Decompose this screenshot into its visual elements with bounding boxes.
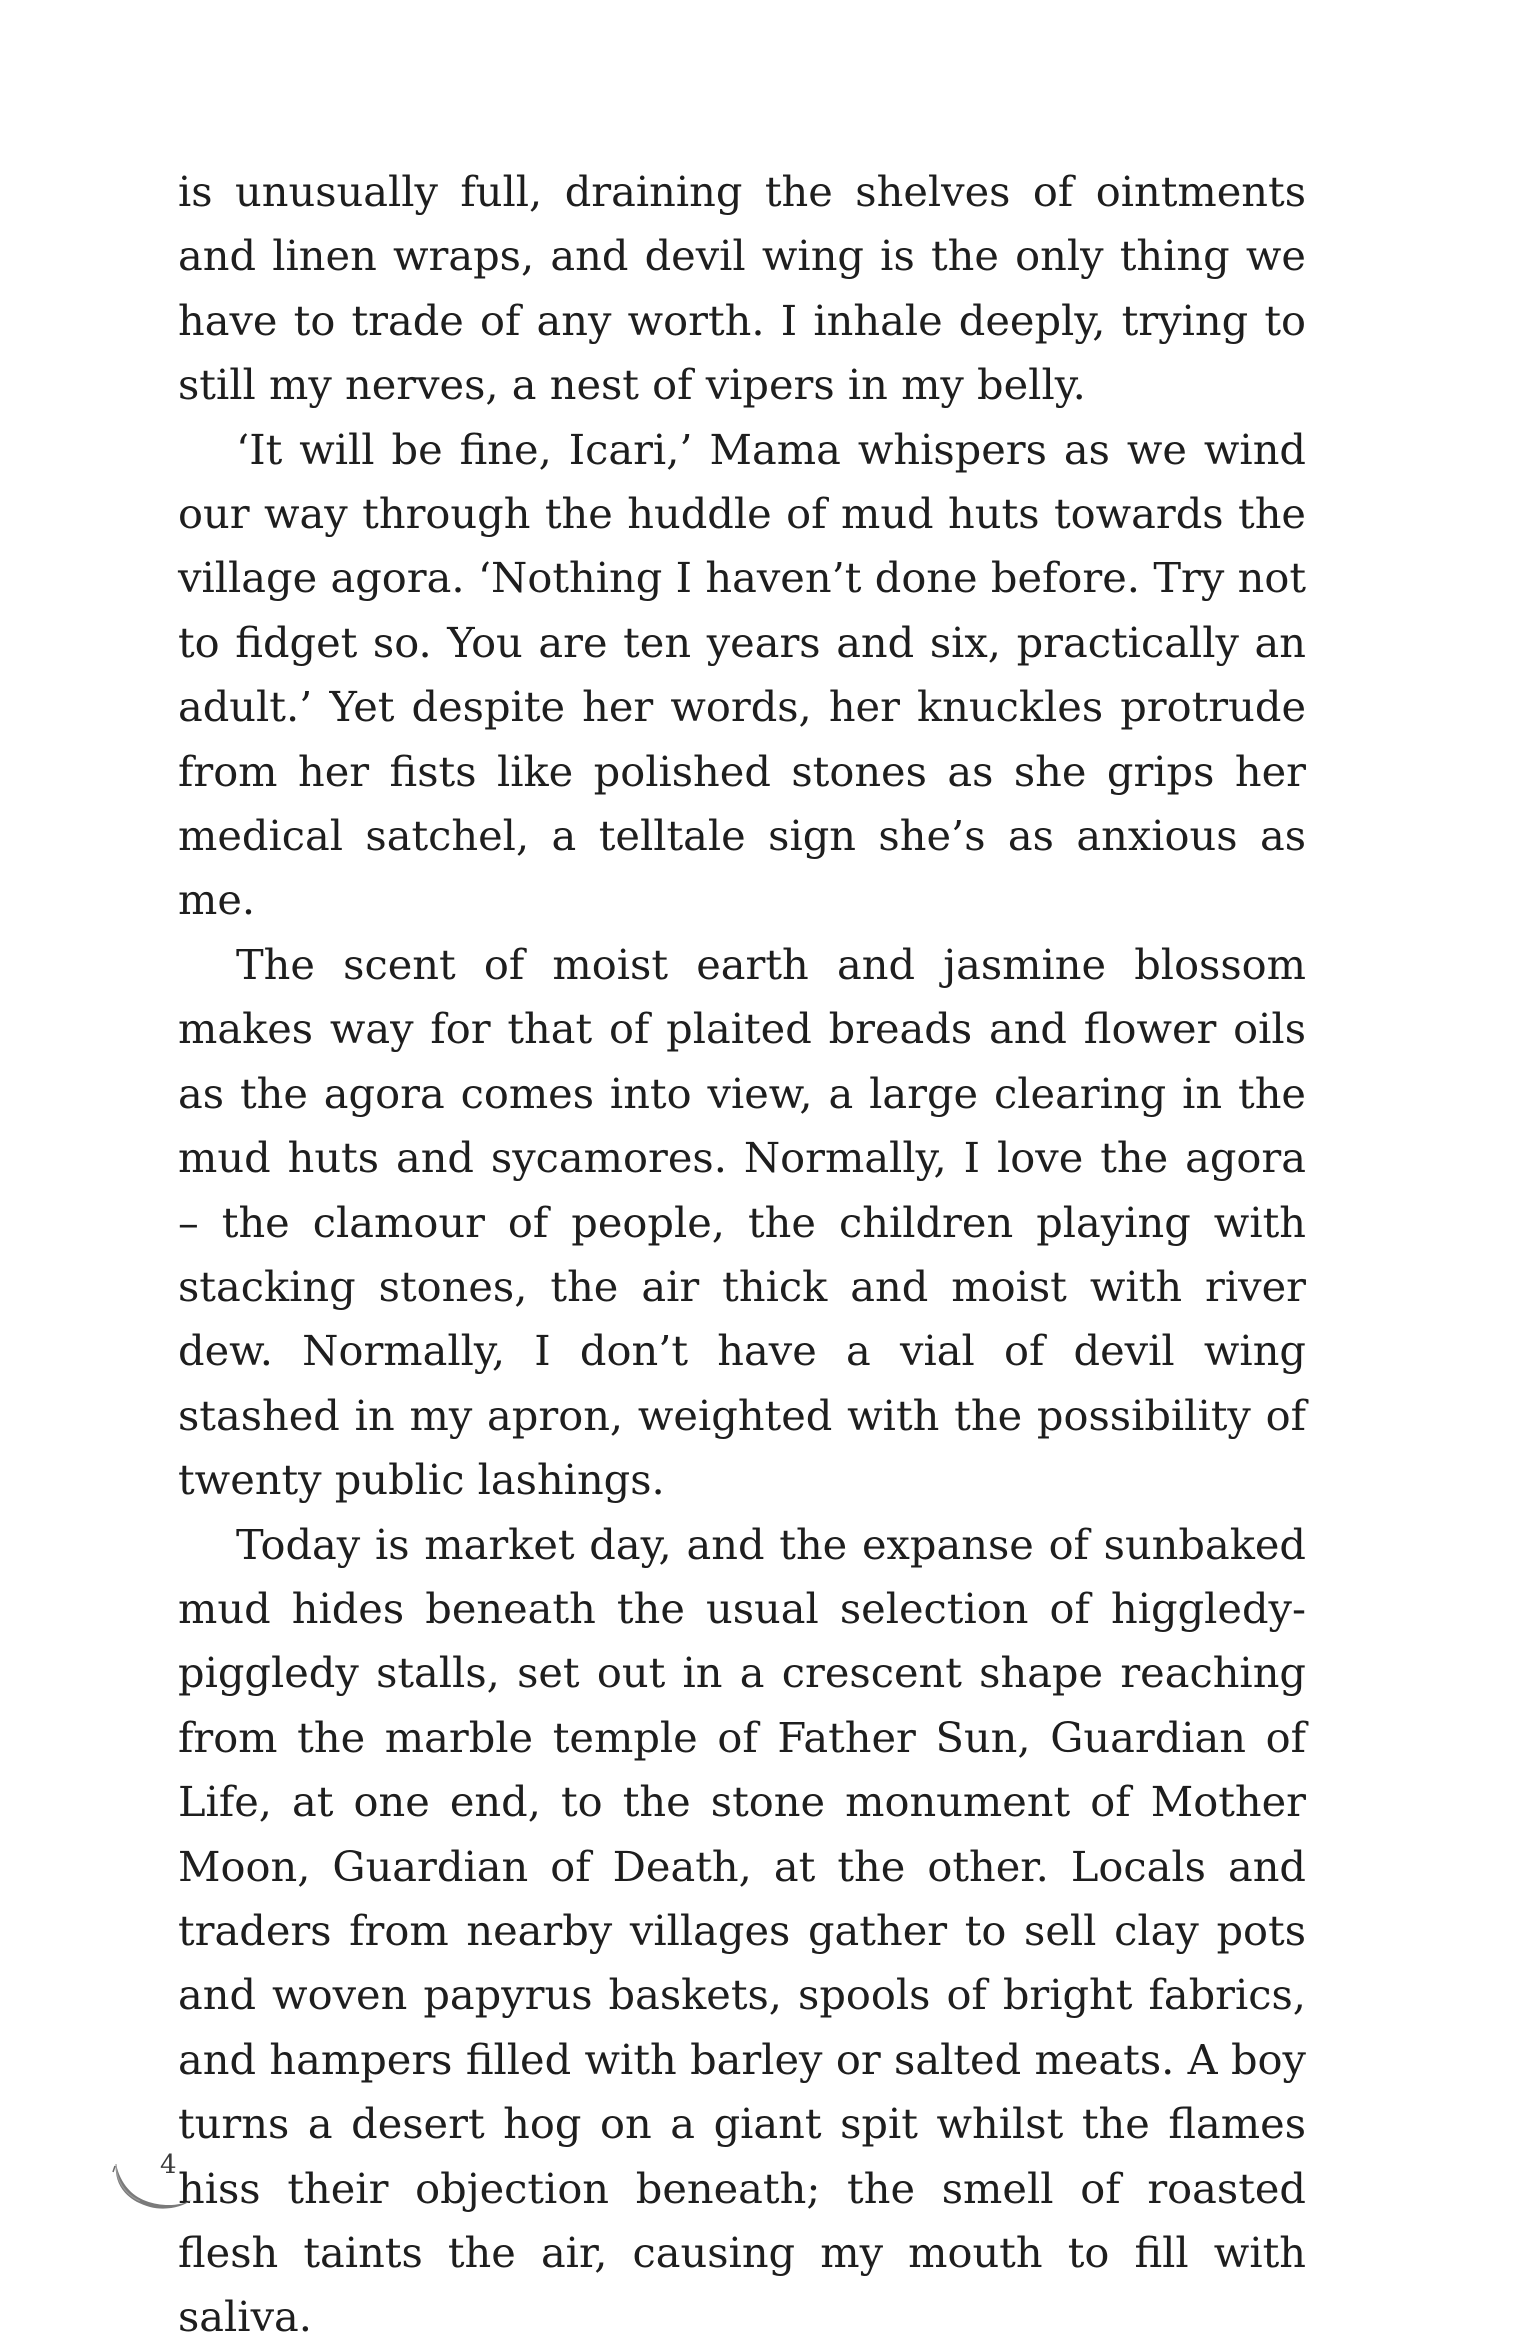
page-number: 4 xyxy=(160,2150,177,2180)
paragraph-2: ‘It will be fine, Icari,’ Mama whispers as we wind our way through the huddle of mud huts towards the village agora. ‘Nothing I haven’t done before. Try not to fidget so. You are ten years and six, practically an adult.’ Yet despite her words, her knuckles protrude from her fists like polished stones as she grips her medical satchel, a telltale sign she’s as anxious as me. xyxy=(178,424,1306,925)
paragraph-4: Today is market day, and the expanse of sunbaked mud hides beneath the usual selection of higgledy-piggledy stalls, set out in a crescent shape reaching from the marble temple of Father Sun, Guardian of Life, at one end, to the stone monument of Mother Moon, Guardian of Death, at the other. Locals and traders from nearby villages gather to sell clay pots and woven papyrus baskets, spools of bright fabrics, and hampers filled with barley or salted meats. A boy turns a desert hog on a giant spit whilst the flames hiss their objection beneath; the smell of roasted flesh taints the air, causing my mouth to fill with saliva. xyxy=(178,1519,1306,2342)
body-text xyxy=(178,160,1306,2350)
paragraph-1: is unusually full, draining the shelves of ointments and linen wraps, and devil wing is the only thing we have to trade of any worth. I inhale deeply, trying to still my nerves, a nest of vipers in my belly. xyxy=(178,167,1306,410)
paragraph-3: The scent of moist earth and jasmine blossom makes way for that of plaited breads and flower oils as the agora comes into view, a large clearing in the mud huts and sycamores. Normally, I love the agora – the clamour of people, the children playing with stacking stones, the air thick and moist with river dew. Normally, I don’t have a vial of devil wing stashed in my apron, weighted with the possibility of twenty public lashings. xyxy=(178,939,1306,1505)
feather-swoosh-icon xyxy=(110,2160,195,2215)
page-folio xyxy=(110,2150,200,2220)
